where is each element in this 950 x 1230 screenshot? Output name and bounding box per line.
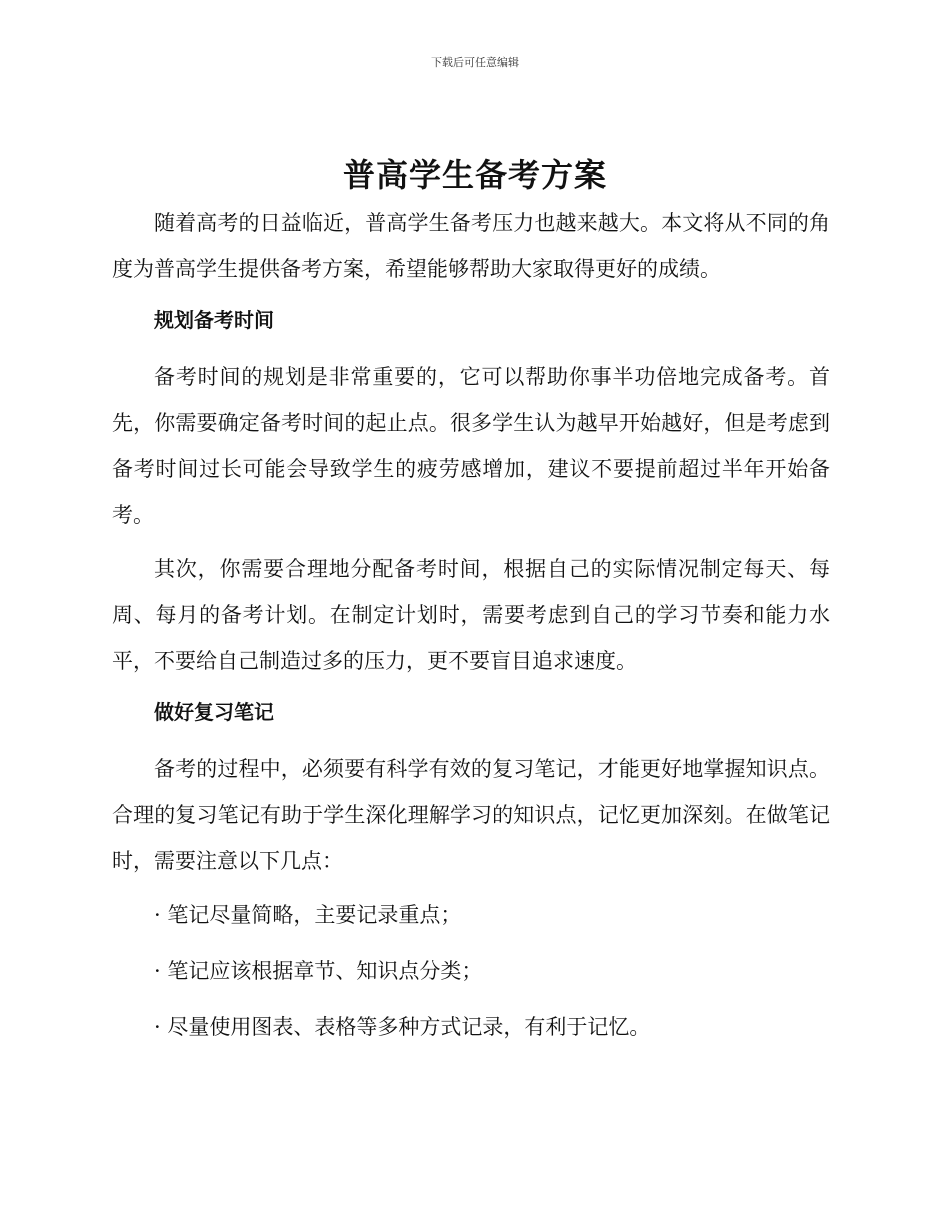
paragraph: 备考时间的规划是非常重要的，它可以帮助你事半功倍地完成备考。首先，你需要确定备考时间的起止点。很多学生认为越早开始越好，但是考虑到备考时间过长可能会导致学生的疲劳感增加，建议不要提前超过半年开始备考。 <box>112 365 830 527</box>
list-item: · 尽量使用图表、表格等多种方式记录，有利于记忆。 <box>154 1015 651 1039</box>
intro-paragraph: 随着高考的日益临近，普高学生备考压力也越来越大。本文将从不同的角度为普高学生提供备考方案，希望能够帮助大家取得更好的成绩。 <box>112 211 830 281</box>
header-note: 下载后可任意编辑 <box>431 56 519 69</box>
document-title: 普高学生备考方案 <box>342 156 607 194</box>
document-body <box>112 200 830 1060</box>
section-heading-review-notes: 做好复习笔记 <box>154 700 274 724</box>
paragraph: 备考的过程中，必须要有科学有效的复习笔记，才能更好地掌握知识点。合理的复习笔记有助于学生深化理解学习的知识点，记忆更加深刻。在做笔记时，需要注意以下几点： <box>112 757 830 873</box>
paragraph: 其次，你需要合理地分配备考时间，根据自己的实际情况制定每天、每周、每月的备考计划。在制定计划时，需要考虑到自己的学习节奏和能力水平，不要给自己制造过多的压力，更不要盲目追求速度。 <box>112 557 830 673</box>
list-item: · 笔记应该根据章节、知识点分类； <box>154 959 483 983</box>
section-heading-plan-time: 规划备考时间 <box>154 308 274 332</box>
list-item: · 笔记尽量简略，主要记录重点； <box>154 903 462 927</box>
